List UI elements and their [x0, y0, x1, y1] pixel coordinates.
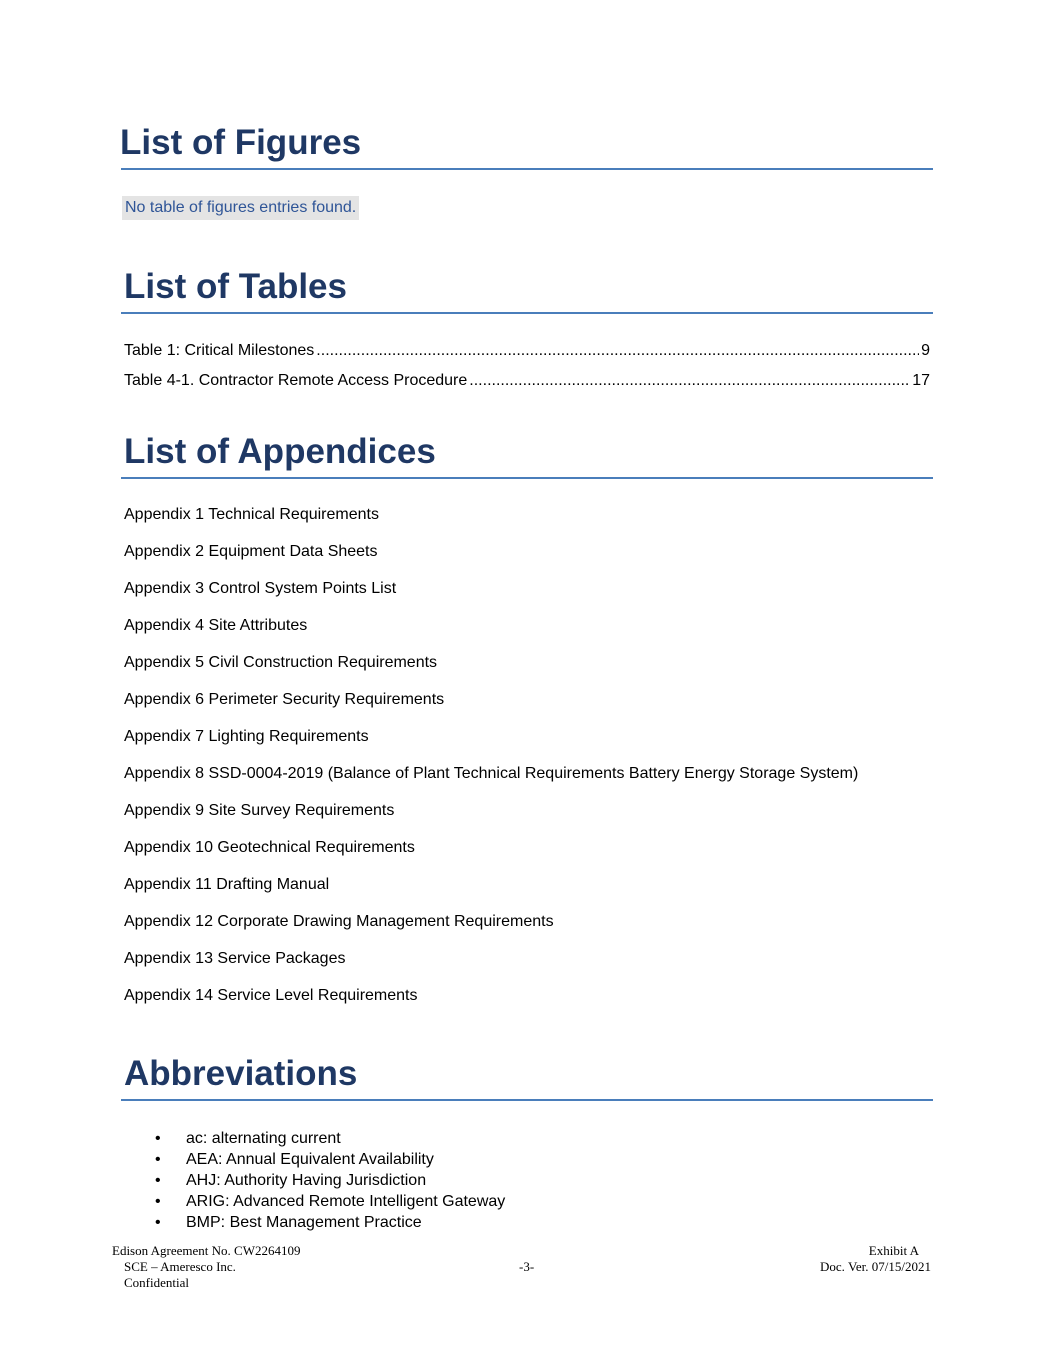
appendix-item: Appendix 10 Geotechnical Requirements	[124, 839, 415, 856]
heading-rule	[121, 1099, 933, 1101]
list-of-appendices-heading: List of Appendices	[124, 432, 436, 471]
toc-entry-page: 17	[912, 372, 930, 389]
appendix-item: Appendix 1 Technical Requirements	[124, 506, 379, 523]
appendix-item: Appendix 3 Control System Points List	[124, 580, 397, 597]
bullet-icon: •	[155, 1130, 161, 1147]
footer-exhibit: Exhibit A	[868, 1243, 919, 1258]
abbreviation-text: BMP: Best Management Practice	[186, 1214, 422, 1231]
bullet-icon: •	[155, 1193, 161, 1210]
footer-page-number: -3-	[519, 1259, 535, 1274]
appendix-item: Appendix 9 Site Survey Requirements	[124, 802, 395, 819]
heading-rule	[121, 312, 933, 314]
toc-dot-leader	[469, 371, 910, 391]
footer-agreement-number: Edison Agreement No. CW2264109	[112, 1243, 301, 1258]
appendix-item: Appendix 8 SSD-0004-2019 (Balance of Plant Technical Requirements Battery Energy Storage System)	[124, 765, 859, 782]
toc-entry-label: Table 4-1. Contractor Remote Access Procedure	[124, 372, 468, 389]
appendix-item: Appendix 7 Lighting Requirements	[124, 728, 369, 745]
appendix-item: Appendix 12 Corporate Drawing Management Requirements	[124, 913, 554, 930]
abbreviation-text: ac: alternating current	[186, 1130, 341, 1147]
list-of-figures-heading: List of Figures	[120, 123, 362, 162]
no-figures-message: No table of figures entries found.	[122, 196, 359, 220]
appendix-item: Appendix 4 Site Attributes	[124, 617, 308, 634]
footer-confidential: Confidential	[124, 1275, 189, 1290]
bullet-icon: •	[155, 1172, 161, 1189]
heading-rule	[121, 168, 933, 170]
bullet-icon: •	[155, 1151, 161, 1168]
abbreviation-text: AHJ: Authority Having Jurisdiction	[186, 1172, 427, 1189]
appendix-item: Appendix 6 Perimeter Security Requirements	[124, 691, 445, 708]
bullet-icon: •	[155, 1214, 161, 1231]
appendix-item: Appendix 11 Drafting Manual	[124, 876, 330, 893]
toc-entry-page: 9	[921, 342, 930, 359]
appendix-item: Appendix 5 Civil Construction Requirements	[124, 654, 438, 671]
abbreviation-text: ARIG: Advanced Remote Intelligent Gateway	[186, 1193, 506, 1210]
abbreviations-heading: Abbreviations	[124, 1054, 358, 1093]
footer-parties: SCE – Ameresco Inc.	[124, 1259, 236, 1274]
toc-entry[interactable]	[124, 341, 930, 361]
abbreviation-text: AEA: Annual Equivalent Availability	[186, 1151, 434, 1168]
appendix-item: Appendix 13 Service Packages	[124, 950, 346, 967]
toc-dot-leader	[316, 341, 919, 361]
heading-rule	[121, 477, 933, 479]
appendix-item: Appendix 2 Equipment Data Sheets	[124, 543, 378, 560]
footer-doc-version: Doc. Ver. 07/15/2021	[820, 1259, 931, 1274]
list-of-tables-heading: List of Tables	[124, 267, 347, 306]
toc-entry[interactable]	[124, 371, 930, 391]
appendix-item: Appendix 14 Service Level Requirements	[124, 987, 418, 1004]
toc-entry-label: Table 1: Critical Milestones	[124, 342, 315, 359]
